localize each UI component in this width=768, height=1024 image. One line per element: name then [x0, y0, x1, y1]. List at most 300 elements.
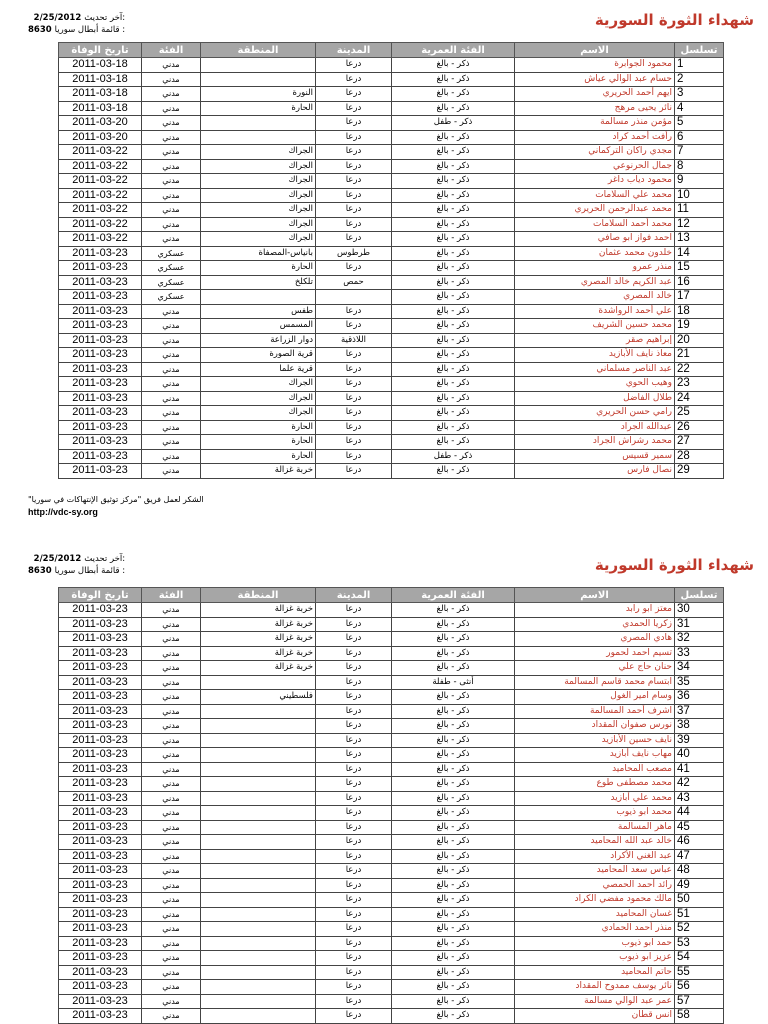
- cell-area: [201, 980, 316, 995]
- header-name: الاسم: [515, 588, 675, 603]
- cell-city: درعا: [316, 603, 392, 618]
- cell-category: مدني: [142, 748, 201, 763]
- cell-date: 2011-03-23: [59, 246, 142, 261]
- cell-num: 37: [675, 704, 724, 719]
- cell-num: 47: [675, 849, 724, 864]
- cell-date: 2011-03-23: [59, 377, 142, 392]
- cell-num: 56: [675, 980, 724, 995]
- cell-category: مدني: [142, 893, 201, 908]
- table-row: [59, 733, 724, 748]
- cell-category: مدني: [142, 704, 201, 719]
- cell-name: حاتم المحاميد: [515, 965, 675, 980]
- cell-city: درعا: [316, 661, 392, 676]
- cell-area: الحارة: [201, 101, 316, 116]
- cell-category: عسكري: [142, 246, 201, 261]
- table-row: [59, 777, 724, 792]
- cell-num: 2: [675, 72, 724, 87]
- cell-area: [201, 791, 316, 806]
- cell-area: خربة غزالة: [201, 661, 316, 676]
- cell-category: مدني: [142, 87, 201, 102]
- cell-name: نايف حسين الأبازيد: [515, 733, 675, 748]
- list-count: 8630: [28, 25, 52, 35]
- cell-area: الحارة: [201, 449, 316, 464]
- cell-category: مدني: [142, 58, 201, 73]
- cell-name: عمر عبد الوالي مسالمة: [515, 994, 675, 1009]
- cell-city: درعا: [316, 174, 392, 189]
- cell-age: ذكر - بالغ: [392, 719, 515, 734]
- cell-num: 28: [675, 449, 724, 464]
- table-row: [59, 951, 724, 966]
- cell-age: ذكر - بالغ: [392, 820, 515, 835]
- cell-date: 2011-03-23: [59, 319, 142, 334]
- cell-age: ذكر - بالغ: [392, 58, 515, 73]
- cell-name: مجدي راكان التركماني: [515, 145, 675, 160]
- cell-city: درعا: [316, 217, 392, 232]
- cell-name: نائر يوسف ممدوح المقداد: [515, 980, 675, 995]
- cell-age: ذكر - بالغ: [392, 980, 515, 995]
- cell-num: 42: [675, 777, 724, 792]
- cell-age: ذكر - بالغ: [392, 377, 515, 392]
- cell-age: ذكر - بالغ: [392, 275, 515, 290]
- cell-area: خربة غزالة: [201, 632, 316, 647]
- cell-name: نصال فارس: [515, 464, 675, 479]
- cell-name: محمد مصطفى طوع: [515, 777, 675, 792]
- cell-age: ذكر - بالغ: [392, 762, 515, 777]
- cell-date: 2011-03-23: [59, 617, 142, 632]
- cell-area: الحارة: [201, 420, 316, 435]
- cell-name: رأفت أحمد كراد: [515, 130, 675, 145]
- header-age: الفئة العمرية: [392, 588, 515, 603]
- cell-name: نائر يحيى مرهج: [515, 101, 675, 116]
- cell-name: عبد الناصر مسلماني: [515, 362, 675, 377]
- cell-date: 2011-03-23: [59, 791, 142, 806]
- list-count: 8630: [28, 566, 52, 576]
- cell-age: ذكر - بالغ: [392, 733, 515, 748]
- cell-date: 2011-03-23: [59, 936, 142, 951]
- cell-category: عسكري: [142, 261, 201, 276]
- cell-category: مدني: [142, 878, 201, 893]
- table-row: [59, 632, 724, 647]
- cell-city: درعا: [316, 362, 392, 377]
- cell-category: مدني: [142, 965, 201, 980]
- cell-date: 2011-03-23: [59, 646, 142, 661]
- cell-num: 19: [675, 319, 724, 334]
- cell-area: الجراك: [201, 188, 316, 203]
- cell-city: درعا: [316, 391, 392, 406]
- cell-area: قرية علما: [201, 362, 316, 377]
- cell-category: مدني: [142, 304, 201, 319]
- cell-num: 49: [675, 878, 724, 893]
- cell-city: درعا: [316, 203, 392, 218]
- cell-age: ذكر - بالغ: [392, 333, 515, 348]
- cell-area: خربة غزالة: [201, 603, 316, 618]
- cell-age: ذكر - بالغ: [392, 603, 515, 618]
- cell-category: مدني: [142, 820, 201, 835]
- cell-date: 2011-03-23: [59, 464, 142, 479]
- cell-area: [201, 878, 316, 893]
- cell-name: تسيم احمد لحمور: [515, 646, 675, 661]
- cell-city: درعا: [316, 980, 392, 995]
- cell-area: [201, 965, 316, 980]
- cell-category: مدني: [142, 1009, 201, 1024]
- cell-category: مدني: [142, 348, 201, 363]
- cell-category: مدني: [142, 217, 201, 232]
- cell-age: ذكر - بالغ: [392, 1009, 515, 1024]
- cell-name: حنان حاج علي: [515, 661, 675, 676]
- cell-city: درعا: [316, 101, 392, 116]
- cell-name: مصعب المحاميد: [515, 762, 675, 777]
- cell-city: درعا: [316, 632, 392, 647]
- cell-age: ذكر - بالغ: [392, 391, 515, 406]
- cell-num: 7: [675, 145, 724, 160]
- cell-name: خالد المصري: [515, 290, 675, 305]
- cell-date: 2011-03-23: [59, 835, 142, 850]
- cell-area: خربة غزالة: [201, 464, 316, 479]
- table-row: [59, 719, 724, 734]
- cell-name: حسام عبد الوالي عياش: [515, 72, 675, 87]
- cell-name: احمد فواز ابو صافي: [515, 232, 675, 247]
- cell-num: 31: [675, 617, 724, 632]
- cell-num: 53: [675, 936, 724, 951]
- cell-date: 2011-03-23: [59, 994, 142, 1009]
- cell-name: حمد ابو ذيوب: [515, 936, 675, 951]
- cell-date: 2011-03-23: [59, 980, 142, 995]
- cell-num: 57: [675, 994, 724, 1009]
- cell-city: درعا: [316, 748, 392, 763]
- table-row: [59, 806, 724, 821]
- table-row: [59, 690, 724, 705]
- cell-name: انس قطان: [515, 1009, 675, 1024]
- cell-date: 2011-03-22: [59, 203, 142, 218]
- cell-name: وسام امير الغول: [515, 690, 675, 705]
- table-header-row: [59, 588, 724, 603]
- cell-city: درعا: [316, 878, 392, 893]
- cell-city: درعا: [316, 864, 392, 879]
- cell-age: ذكر - بالغ: [392, 435, 515, 450]
- cell-category: مدني: [142, 922, 201, 937]
- cell-age: ذكر - بالغ: [392, 72, 515, 87]
- cell-name: عبدالله الجراد: [515, 420, 675, 435]
- cell-age: ذكر - بالغ: [392, 174, 515, 189]
- cell-age: ذكر - طفل: [392, 116, 515, 131]
- cell-city: درعا: [316, 304, 392, 319]
- page-title: شهداء الثورة السورية: [594, 11, 754, 29]
- cell-date: 2011-03-23: [59, 762, 142, 777]
- table-row: [59, 646, 724, 661]
- cell-age: أنثى - طفلة: [392, 675, 515, 690]
- cell-city: درعا: [316, 116, 392, 131]
- cell-category: مدني: [142, 116, 201, 131]
- cell-date: 2011-03-18: [59, 101, 142, 116]
- cell-num: 30: [675, 603, 724, 618]
- cell-num: 55: [675, 965, 724, 980]
- cell-city: اللاذقية: [316, 333, 392, 348]
- cell-name: عبد الغني الأكراد: [515, 849, 675, 864]
- cell-name: رامي حسن الحريري: [515, 406, 675, 421]
- cell-city: درعا: [316, 72, 392, 87]
- cell-city: درعا: [316, 646, 392, 661]
- cell-category: مدني: [142, 435, 201, 450]
- table-row: [59, 878, 724, 893]
- cell-city: درعا: [316, 922, 392, 937]
- cell-city: درعا: [316, 130, 392, 145]
- cell-area: [201, 777, 316, 792]
- cell-date: 2011-03-23: [59, 719, 142, 734]
- cell-date: 2011-03-22: [59, 188, 142, 203]
- header-age: الفئة العمرية: [392, 43, 515, 58]
- cell-age: ذكر - بالغ: [392, 835, 515, 850]
- cell-city: درعا: [316, 145, 392, 160]
- table-row: [59, 907, 724, 922]
- cell-date: 2011-03-23: [59, 333, 142, 348]
- cell-age: ذكر - بالغ: [392, 791, 515, 806]
- cell-area: الجراك: [201, 159, 316, 174]
- source-url: http://vdc-sy.org: [28, 507, 98, 517]
- cell-num: 52: [675, 922, 724, 937]
- cell-age: ذكر - بالغ: [392, 464, 515, 479]
- cell-category: مدني: [142, 791, 201, 806]
- table-row: [59, 980, 724, 995]
- cell-area: [201, 806, 316, 821]
- cell-city: درعا: [316, 319, 392, 334]
- cell-city: درعا: [316, 835, 392, 850]
- cell-num: 46: [675, 835, 724, 850]
- cell-date: 2011-03-23: [59, 893, 142, 908]
- cell-area: بانياس-المصفاة: [201, 246, 316, 261]
- cell-num: 43: [675, 791, 724, 806]
- cell-name: مؤمن منذر مسالمة: [515, 116, 675, 131]
- cell-date: 2011-03-23: [59, 675, 142, 690]
- cell-category: مدني: [142, 733, 201, 748]
- cell-area: [201, 849, 316, 864]
- cell-city: درعا: [316, 849, 392, 864]
- cell-city: درعا: [316, 907, 392, 922]
- cell-name: محمد عبدالرحمن الحريري: [515, 203, 675, 218]
- cell-category: مدني: [142, 719, 201, 734]
- cell-category: مدني: [142, 994, 201, 1009]
- table-row: [59, 922, 724, 937]
- cell-num: 17: [675, 290, 724, 305]
- cell-city: درعا: [316, 435, 392, 450]
- cell-name: عباس سعد المحاميد: [515, 864, 675, 879]
- cell-area: [201, 733, 316, 748]
- cell-area: [201, 762, 316, 777]
- cell-age: ذكر - بالغ: [392, 878, 515, 893]
- cell-city: درعا: [316, 791, 392, 806]
- cell-category: مدني: [142, 777, 201, 792]
- cell-city: درعا: [316, 965, 392, 980]
- updated-date: 2/25/2012: [33, 13, 82, 23]
- cell-city: درعا: [316, 733, 392, 748]
- cell-city: درعا: [316, 762, 392, 777]
- cell-name: معتز ابو رابد: [515, 603, 675, 618]
- cell-num: 58: [675, 1009, 724, 1024]
- header-city: المدينة: [316, 588, 392, 603]
- cell-num: 3: [675, 87, 724, 102]
- cell-city: درعا: [316, 1009, 392, 1024]
- cell-age: ذكر - بالغ: [392, 261, 515, 276]
- cell-date: 2011-03-22: [59, 174, 142, 189]
- cell-age: ذكر - بالغ: [392, 951, 515, 966]
- cell-num: 14: [675, 246, 724, 261]
- cell-age: ذكر - بالغ: [392, 203, 515, 218]
- cell-name: طلال الفاضل: [515, 391, 675, 406]
- cell-num: 36: [675, 690, 724, 705]
- cell-category: مدني: [142, 632, 201, 647]
- cell-date: 2011-03-22: [59, 145, 142, 160]
- cell-area: خربة غزالة: [201, 646, 316, 661]
- cell-name: رائد أحمد الحمصي: [515, 878, 675, 893]
- cell-area: النورة: [201, 87, 316, 102]
- table-row: [59, 603, 724, 618]
- cell-age: ذكر - بالغ: [392, 965, 515, 980]
- cell-age: ذكر - بالغ: [392, 406, 515, 421]
- cell-date: 2011-03-23: [59, 290, 142, 305]
- cell-date: 2011-03-23: [59, 632, 142, 647]
- cell-city: درعا: [316, 406, 392, 421]
- cell-num: 51: [675, 907, 724, 922]
- header-category: الفئة: [142, 43, 201, 58]
- cell-num: 4: [675, 101, 724, 116]
- cell-category: مدني: [142, 661, 201, 676]
- updated-label: آخر تحديث:: [84, 13, 126, 23]
- cell-num: 8: [675, 159, 724, 174]
- cell-num: 24: [675, 391, 724, 406]
- cell-num: 38: [675, 719, 724, 734]
- updated-label: آخر تحديث:: [84, 554, 126, 564]
- header-area: المنطقة: [201, 588, 316, 603]
- cell-area: [201, 994, 316, 1009]
- cell-name: محمد ابو ذيوب: [515, 806, 675, 821]
- cell-category: مدني: [142, 145, 201, 160]
- cell-age: ذكر - بالغ: [392, 101, 515, 116]
- cell-area: الحارة: [201, 261, 316, 276]
- cell-name: محمود الجوابرة: [515, 58, 675, 73]
- cell-date: 2011-03-23: [59, 849, 142, 864]
- table-row: [59, 864, 724, 879]
- cell-date: 2011-03-23: [59, 922, 142, 937]
- cell-name: هادي المصري: [515, 632, 675, 647]
- cell-city: درعا: [316, 464, 392, 479]
- cell-age: ذكر - بالغ: [392, 806, 515, 821]
- cell-date: 2011-03-23: [59, 878, 142, 893]
- cell-city: درعا: [316, 675, 392, 690]
- cell-num: 15: [675, 261, 724, 276]
- cell-area: [201, 1009, 316, 1024]
- cell-category: مدني: [142, 762, 201, 777]
- cell-name: محمود دياب داغر: [515, 174, 675, 189]
- cell-area: [201, 922, 316, 937]
- cell-name: محمد أحمد السلامات: [515, 217, 675, 232]
- cell-age: ذكر - بالغ: [392, 304, 515, 319]
- cell-date: 2011-03-23: [59, 603, 142, 618]
- header-num: تسلسل: [675, 43, 724, 58]
- cell-num: 44: [675, 806, 724, 821]
- cell-name: عزيز ابو ذيوب: [515, 951, 675, 966]
- cell-area: [201, 951, 316, 966]
- table-row: [59, 965, 724, 980]
- cell-city: درعا: [316, 159, 392, 174]
- cell-name: إبراهيم صقر: [515, 333, 675, 348]
- cell-city: حمص: [316, 275, 392, 290]
- cell-city: درعا: [316, 449, 392, 464]
- cell-num: 33: [675, 646, 724, 661]
- cell-date: 2011-03-23: [59, 733, 142, 748]
- cell-num: 25: [675, 406, 724, 421]
- cell-city: درعا: [316, 951, 392, 966]
- list-label: قائمة أبطال سوريا :: [54, 25, 126, 35]
- cell-num: 29: [675, 464, 724, 479]
- cell-category: مدني: [142, 377, 201, 392]
- cell-num: 34: [675, 661, 724, 676]
- header-area: المنطقة: [201, 43, 316, 58]
- cell-date: 2011-03-23: [59, 965, 142, 980]
- cell-date: 2011-03-23: [59, 391, 142, 406]
- cell-area: دوار الزراعة: [201, 333, 316, 348]
- cell-date: 2011-03-23: [59, 864, 142, 879]
- cell-area: الجراك: [201, 377, 316, 392]
- cell-date: 2011-03-23: [59, 304, 142, 319]
- cell-city: درعا: [316, 261, 392, 276]
- cell-num: 1: [675, 58, 724, 73]
- cell-num: 35: [675, 675, 724, 690]
- cell-num: 27: [675, 435, 724, 450]
- table-row: [59, 791, 724, 806]
- cell-age: ذكر - بالغ: [392, 646, 515, 661]
- table-row: [59, 849, 724, 864]
- cell-city: درعا: [316, 58, 392, 73]
- cell-category: مدني: [142, 464, 201, 479]
- cell-category: عسكري: [142, 290, 201, 305]
- cell-name: ماهر المسالمة: [515, 820, 675, 835]
- cell-age: ذكر - بالغ: [392, 420, 515, 435]
- cell-city: درعا: [316, 377, 392, 392]
- cell-date: 2011-03-22: [59, 217, 142, 232]
- cell-area: الجراك: [201, 203, 316, 218]
- cell-category: مدني: [142, 449, 201, 464]
- cell-num: 10: [675, 188, 724, 203]
- cell-name: عبد الكريم خالد المصري: [515, 275, 675, 290]
- cell-category: مدني: [142, 849, 201, 864]
- cell-city: درعا: [316, 704, 392, 719]
- cell-category: مدني: [142, 101, 201, 116]
- cell-category: مدني: [142, 936, 201, 951]
- cell-city: درعا: [316, 777, 392, 792]
- cell-age: ذكر - بالغ: [392, 145, 515, 160]
- list-label: قائمة أبطال سوريا :: [54, 566, 126, 576]
- cell-area: الجراك: [201, 145, 316, 160]
- cell-area: خربة غزالة: [201, 617, 316, 632]
- cell-age: ذكر - بالغ: [392, 632, 515, 647]
- cell-category: مدني: [142, 188, 201, 203]
- cell-num: 45: [675, 820, 724, 835]
- cell-area: الجراك: [201, 217, 316, 232]
- cell-category: مدني: [142, 835, 201, 850]
- cell-date: 2011-03-23: [59, 704, 142, 719]
- cell-area: الجراك: [201, 391, 316, 406]
- cell-category: مدني: [142, 980, 201, 995]
- cell-age: ذكر - بالغ: [392, 893, 515, 908]
- cell-name: مهاب نايف أبازيد: [515, 748, 675, 763]
- header-num: تسلسل: [675, 588, 724, 603]
- table-row: [59, 762, 724, 777]
- cell-city: درعا: [316, 936, 392, 951]
- header-city: المدينة: [316, 43, 392, 58]
- cell-num: 22: [675, 362, 724, 377]
- cell-area: [201, 719, 316, 734]
- header-category: الفئة: [142, 588, 201, 603]
- cell-date: 2011-03-23: [59, 449, 142, 464]
